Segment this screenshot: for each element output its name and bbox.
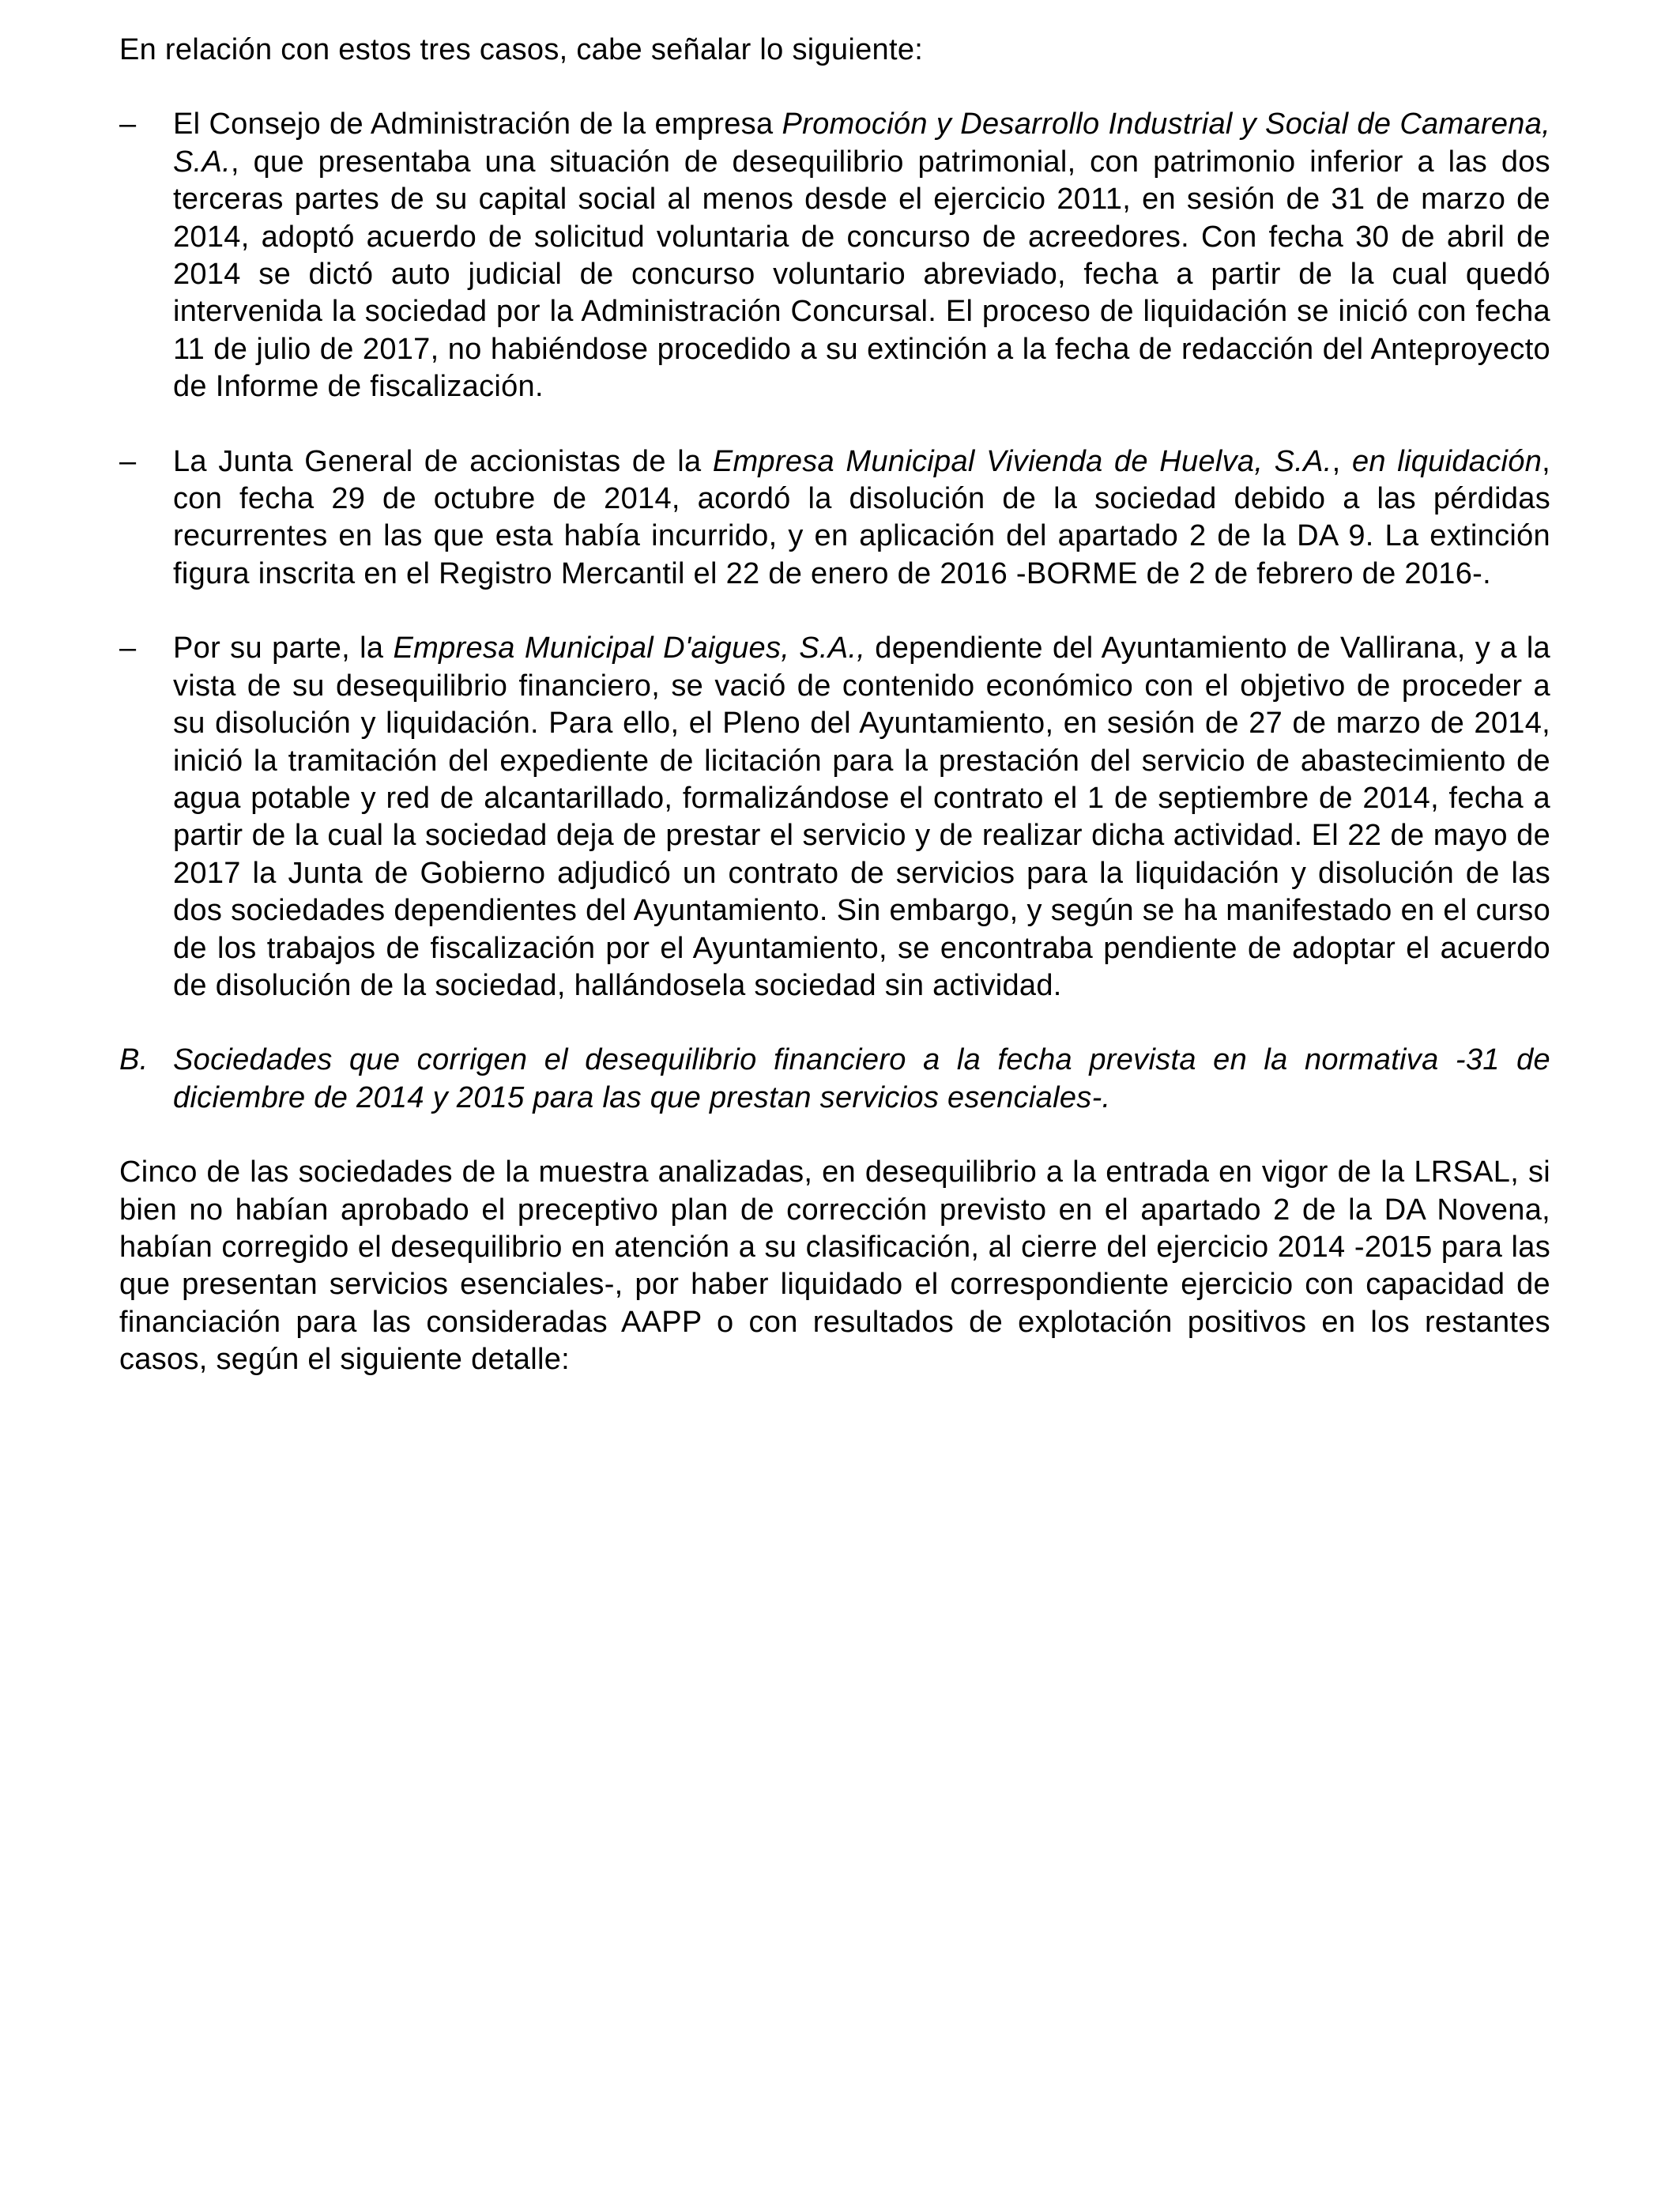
dash-bullet-marker: – [119,444,137,478]
document-page [119,32,1550,1379]
closing-paragraph: Cinco de las sociedades de la muestra analizadas, en desequilibrio a la entrada en vigor de la LRSAL, si bien no habían aprobado el preceptivo plan de corrección previsto en el apartado 2 de la DA Novena, habían corregido el desequilibrio en atención a su clasificación, al cierre del ejercicio 2014 -2015 para las que presentan servicios esenciales-, por haber liquidado el correspondiente ejercicio con capacidad de financiación para las consideradas AAPP o con resultados de explotación positivos en los restantes casos, según el siguiente detalle: [119,1155,1550,1377]
section-b-title: Sociedades que corrigen el desequilibrio financiero a la fecha prevista en la normativa -31 de diciembre de 2014 y 2015 para las que prestan servicios esenciales-. [173,1043,1550,1114]
text-segment: Por su parte, la [173,631,394,665]
intro-paragraph: En relación con estos tres casos, cabe señalar lo siguiente: [119,33,924,66]
text-segment: El Consejo de Administración de la empresa [173,107,782,141]
text-segment: dependiente del Ayuntamiento de Vallirana, y a la vista de su desequilibrio financiero, se vació de contenido económico con el objetivo de proceder a su disolución y liquidación. Para ello, el Pleno del Ayuntamiento, en sesión de 27 de marzo de 2014, inició la tramitación del expediente de licitación para la prestación del servicio de abastecimiento de agua potable y red de alcantarillado, formalizándose el contrato el 1 de septiembre de 2014, fecha a partir de la cual la sociedad deja de prestar el servicio y de realizar dicha actividad. El 22 de mayo de 2017 la Junta de Gobierno adjudicó un contrato de servicios para la liquidación y disolución de las dos sociedades dependientes del Ayuntamiento. Sin embargo, y según se ha manifestado en el curso de los trabajos de fiscalización por el Ayuntamiento, se encontraba pendiente de adoptar el acuerdo de disolución de la sociedad, hallándosela sociedad sin actividad. [173,631,1550,1002]
section-b-marker: B. [119,1043,149,1077]
bullet-item-daigues [119,630,1550,1005]
bullet-text-huelva [173,443,1550,594]
text-segment: , [1332,444,1352,478]
bullet-text-daigues [173,630,1550,1005]
section-b-heading [119,1042,1550,1117]
text-segment: , que presentaba una situación de desequilibrio patrimonial, con patrimonio inferior a las dos terceras partes de su capital social al menos desde el ejercicio 2011, en sesión de 31 de marzo de 2014, adoptó acuerdo de solicitud voluntaria de concurso de acreedores. Con fecha 30 de abril de 2014 se dictó auto judicial de concurso voluntario abreviado, fecha a partir de la cual quedó intervenida la sociedad por la Administración Concursal. El proceso de liquidación se inició con fecha 11 de julio de 2017, no habiéndose procedido a su extinción a la fecha de redacción del Anteproyecto de Informe de fiscalización. [173,145,1550,404]
dash-bullet-marker: – [119,107,137,141]
company-name-huelva: Empresa Municipal Vivienda de Huelva, S.A. [712,444,1332,478]
text-segment: , con fecha 29 de octubre de 2014, acordó la disolución de la sociedad debido a las pérdidas recurrentes en las que esta había incurrido, y en aplicación del apartado 2 de la DA 9. La extinción figura inscrita en el Registro Mercantil el 22 de enero de 2016 -BORME de 2 de febrero de 2016-. [173,444,1550,590]
bullet-item-camarena [119,106,1550,405]
dash-bullet-marker: – [119,631,137,665]
company-name-daigues: Empresa Municipal D'aigues, S.A., [393,631,866,665]
text-segment: La Junta General de accionistas de la [173,444,713,478]
liquidation-status: en liquidación [1351,444,1543,478]
company-name-camarena: Promoción y Desarrollo Industrial y Social de Camarena, S.A. [173,107,1550,179]
bullet-text-camarena [173,106,1550,405]
bullet-item-huelva [119,443,1550,594]
